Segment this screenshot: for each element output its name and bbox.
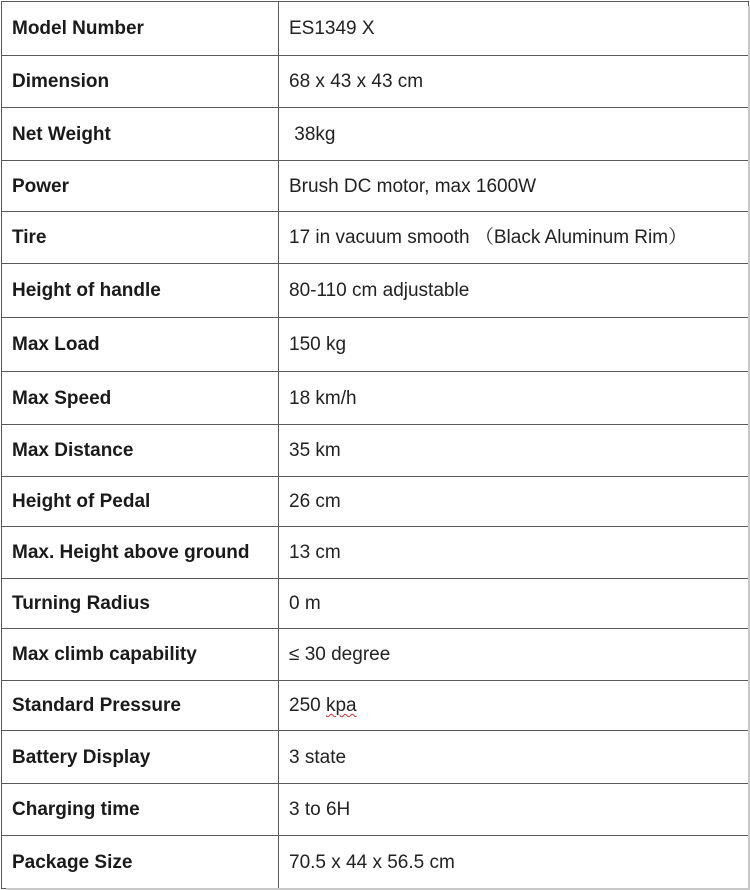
table-row bbox=[2, 264, 749, 318]
spec-label: Max Speed bbox=[2, 372, 279, 425]
table-row bbox=[2, 731, 749, 784]
table-row bbox=[2, 784, 749, 836]
table-row bbox=[2, 477, 749, 527]
spec-value: Brush DC motor, max 1600W bbox=[279, 161, 749, 212]
spec-label: Max. Height above ground bbox=[2, 527, 279, 579]
spec-label: Standard Pressure bbox=[2, 681, 279, 731]
spec-label: Power bbox=[2, 161, 279, 212]
table-row bbox=[2, 56, 749, 108]
table-row bbox=[2, 629, 749, 681]
spec-label: Turning Radius bbox=[2, 579, 279, 629]
spec-label: Dimension bbox=[2, 56, 279, 108]
spec-value: 68 x 43 x 43 cm bbox=[279, 56, 749, 108]
spec-value: 13 cm bbox=[279, 527, 749, 579]
table-row bbox=[2, 161, 749, 212]
spec-value: 38kg bbox=[279, 108, 749, 161]
spec-label: Model Number bbox=[2, 2, 279, 56]
spec-label: Max Load bbox=[2, 318, 279, 372]
spec-value: 3 state bbox=[279, 731, 749, 784]
spec-label: Tire bbox=[2, 212, 279, 264]
table-row bbox=[2, 372, 749, 425]
table-row bbox=[2, 836, 749, 889]
spec-table bbox=[1, 1, 749, 889]
spec-label: Battery Display bbox=[2, 731, 279, 784]
spec-value: ES1349 X bbox=[279, 2, 749, 56]
spec-table-body bbox=[2, 2, 749, 889]
table-row bbox=[2, 2, 749, 56]
spec-value: 0 m bbox=[279, 579, 749, 629]
table-row bbox=[2, 681, 749, 731]
spec-value bbox=[279, 681, 749, 731]
spec-label: Height of Pedal bbox=[2, 477, 279, 527]
spec-label: Height of handle bbox=[2, 264, 279, 318]
spec-value: 150 kg bbox=[279, 318, 749, 372]
spec-value: 26 cm bbox=[279, 477, 749, 527]
spec-label: Charging time bbox=[2, 784, 279, 836]
spec-value: 18 km/h bbox=[279, 372, 749, 425]
table-row bbox=[2, 108, 749, 161]
spec-label: Max climb capability bbox=[2, 629, 279, 681]
table-row bbox=[2, 425, 749, 477]
spec-value: 70.5 x 44 x 56.5 cm bbox=[279, 836, 749, 889]
spec-label: Package Size bbox=[2, 836, 279, 889]
table-row bbox=[2, 318, 749, 372]
spec-value: ≤ 30 degree bbox=[279, 629, 749, 681]
spec-value: 17 in vacuum smooth （Black Aluminum Rim） bbox=[279, 212, 749, 264]
spec-value: 80-110 cm adjustable bbox=[279, 264, 749, 318]
spec-label: Max Distance bbox=[2, 425, 279, 477]
table-row bbox=[2, 212, 749, 264]
table-row bbox=[2, 579, 749, 629]
spec-value: 3 to 6H bbox=[279, 784, 749, 836]
spec-label: Net Weight bbox=[2, 108, 279, 161]
spec-value: 35 km bbox=[279, 425, 749, 477]
spellcheck-underline: kpa bbox=[325, 695, 357, 716]
table-row bbox=[2, 527, 749, 579]
spec-value-number: 250 kpa bbox=[289, 695, 357, 716]
